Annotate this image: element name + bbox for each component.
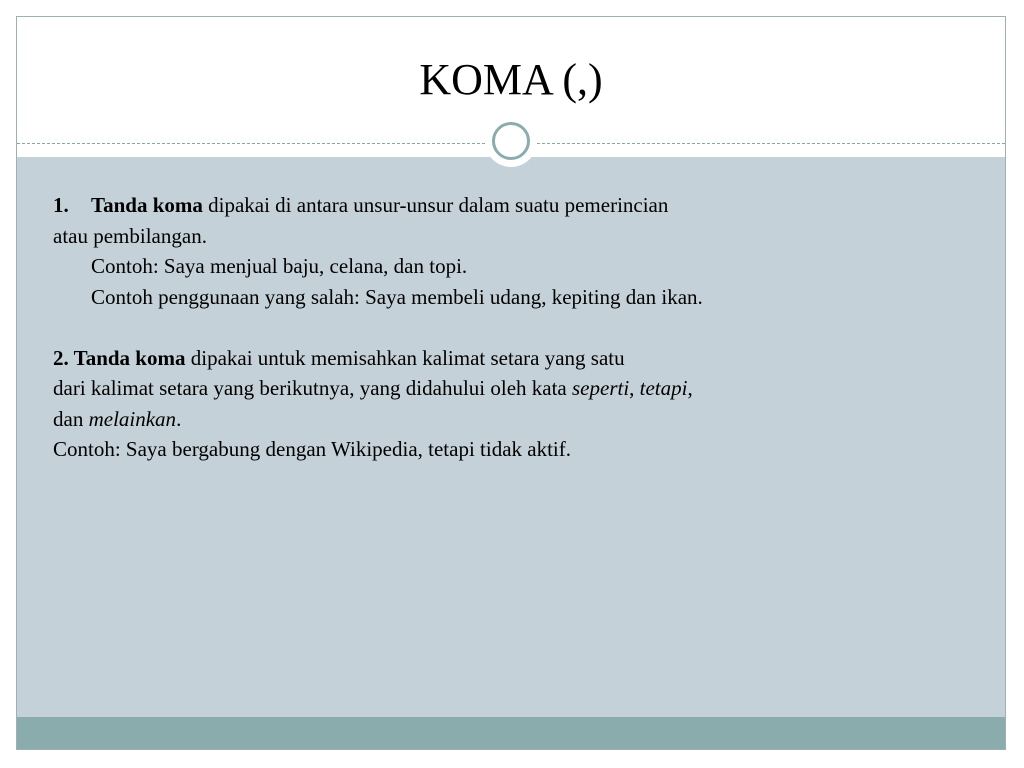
- circle-ornament-icon: [485, 115, 537, 167]
- point1-line1: [53, 190, 943, 221]
- point1-number: 1.: [53, 193, 69, 217]
- point1-example1: Contoh: Saya menjual baju, celana, dan topi.: [91, 254, 468, 278]
- circle-ring: [492, 122, 530, 160]
- sep2: ,: [687, 376, 693, 400]
- point2-line3: [53, 404, 943, 435]
- point1-example2: Contoh penggunaan yang salah: Saya membeli udang, kepiting dan ikan.: [91, 284, 703, 309]
- word-tetapi: tetapi: [639, 376, 688, 400]
- point2-example: Contoh: Saya bergabung dengan Wikipedia, tetapi tidak aktif.: [53, 437, 572, 461]
- point2-term: 2. Tanda koma: [53, 345, 186, 370]
- point2-line1: [53, 343, 943, 374]
- period: .: [176, 406, 182, 431]
- sep1: ,: [629, 376, 640, 400]
- point1-term: Tanda koma: [91, 193, 203, 217]
- point2-text-c: dan: [53, 406, 89, 431]
- point2-text-b: dari kalimat setara yang berikutnya, yang didahului oleh kata: [53, 376, 572, 400]
- point1-line2: atau pembilangan.: [53, 223, 207, 248]
- word-melainkan: melainkan: [88, 406, 177, 431]
- paragraph-gap: [53, 312, 943, 343]
- point2-line2: [53, 373, 943, 404]
- word-seperti: seperti: [572, 376, 630, 400]
- point2-text-a: dipakai untuk memisahkan kalimat setara yang satu: [185, 345, 625, 370]
- footer-band: [17, 717, 1005, 750]
- point1-text-a: dipakai di antara unsur-unsur dalam suatu pemerincian: [202, 193, 669, 217]
- slide-body: [53, 190, 943, 465]
- slide-title: KOMA (,): [419, 55, 603, 104]
